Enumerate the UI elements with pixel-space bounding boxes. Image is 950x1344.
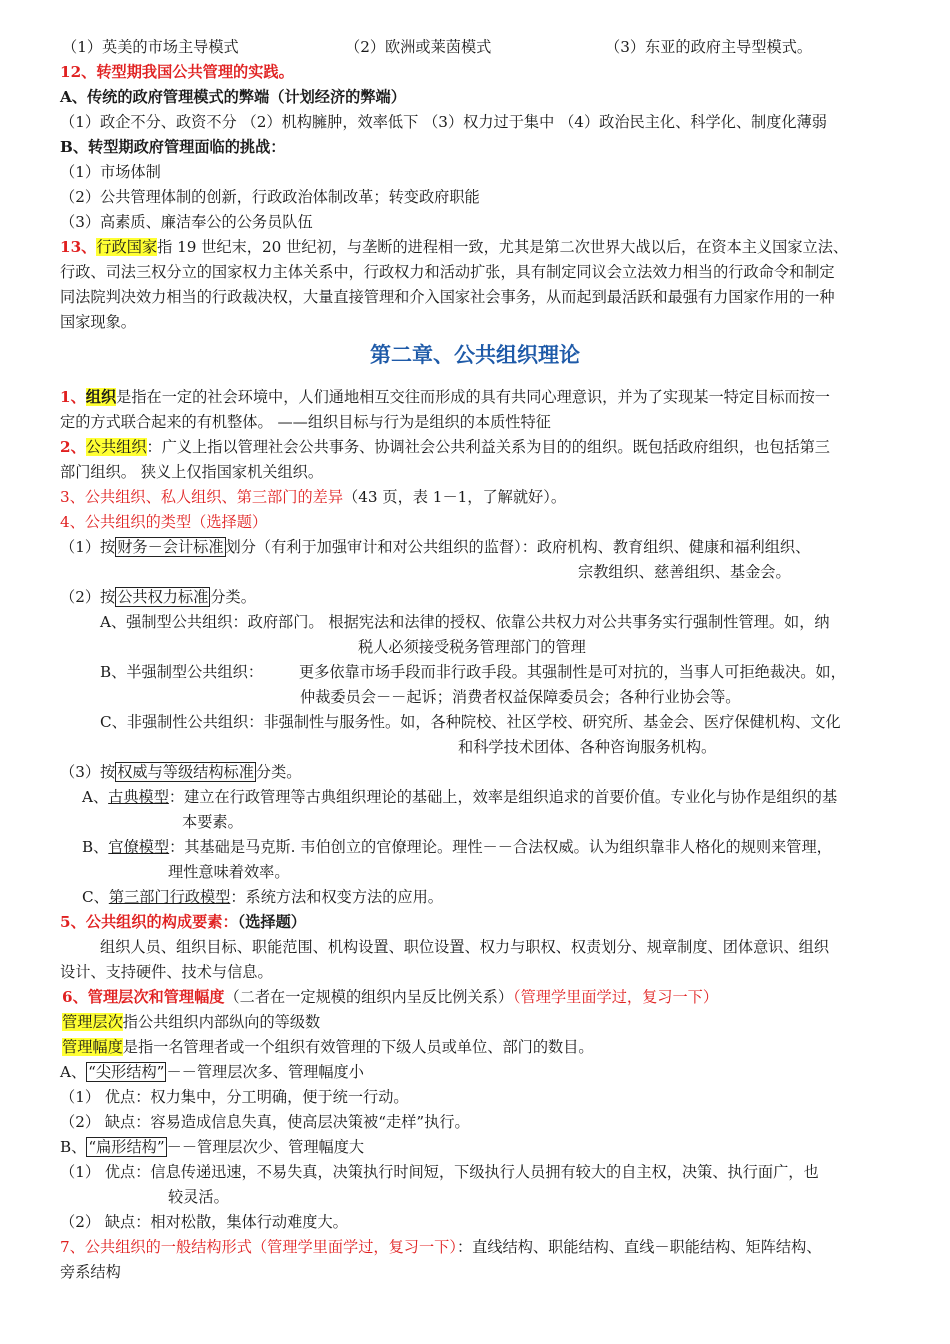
chapter-title: 第二章、公共组织理论 — [370, 343, 580, 367]
text-line: 组织人员、组织目标、职能范围、机构设置、职位设置、权力与职权、权责划分、规章制度、团体意识、组织 — [100, 938, 829, 956]
boxed-term: “扁形结构” — [88, 1138, 165, 1156]
text-run: B、半强制型公共组织： — [100, 663, 264, 681]
text-run: （管理学里面学过，复习一下） — [513, 988, 719, 1006]
text-run: B、 — [82, 838, 109, 856]
text-line: （2） 缺点：容易造成信息失真，使高层决策被“走样”执行。 — [60, 1113, 470, 1131]
item-number: 1、 — [60, 388, 86, 406]
text-run: （43 页，表 1－1，了解就好）。 — [343, 488, 567, 506]
section-heading: 7、公共组织的一般结构形式（管理学里面学过，复习一下） — [60, 1238, 457, 1256]
text-line: 本要素。 — [182, 813, 243, 831]
text-line: （2）欧洲或莱茵模式 — [345, 38, 492, 56]
text-run: －－管理层次多、管理幅度小 — [166, 1063, 364, 1081]
text-line: C、非强制性公共组织：非强制性与服务性。如，各种院校、社区学校、研究所、基金会、医疗保健机构、文化 — [100, 713, 841, 731]
paragraph-line — [100, 660, 846, 684]
text-line: 理性意味着效率。 — [168, 863, 290, 881]
text-line: 国家现象。 — [60, 313, 136, 331]
item-number: 13、 — [60, 238, 97, 256]
text-line: （3）高素质、廉洁奉公的公务员队伍 — [60, 213, 313, 231]
text-run: A、 — [82, 788, 109, 806]
subheading: A、传统的政府管理模式的弊端（计划经济的弊端） — [60, 88, 406, 106]
boxed-term: 财务－会计标准 — [117, 538, 224, 556]
text-line: （1）政企不分、政资不分 （2）机构臃肿，效率低下 （3）权力过于集中 （4）政治民主化、科学化、制度化薄弱 — [60, 113, 827, 131]
section-heading: 6、管理层次和管理幅度 — [62, 988, 225, 1006]
text-run: B、 — [60, 1138, 87, 1156]
text-line: 宗教组织、慈善组织、基金会。 — [578, 563, 791, 581]
paragraph-line — [60, 385, 830, 409]
text-line: 部门组织。 狭义上仅指国家机关组织。 — [60, 463, 324, 481]
text-line: （1） 优点：权力集中，分工明确，便于统一行动。 — [60, 1088, 409, 1106]
highlighted-term: 组织 — [85, 388, 117, 406]
text-line: 定的方式联合起来的有机整体。 ——组织目标与行为是组织的本质性特征 — [60, 413, 551, 431]
text-run: ：建立在行政管理等古典组织理论的基础上，效率是组织追求的首要价值。专业化与协作是组织的基 — [168, 788, 838, 806]
text-line: （2） 缺点：相对松散，集体行动难度大。 — [60, 1213, 348, 1231]
section-heading: 4、公共组织的类型（选择题） — [60, 513, 268, 531]
text-run: ：系统方法和权变方法的应用。 — [230, 888, 443, 906]
paragraph-line — [62, 1010, 320, 1034]
text-line: （1）英美的市场主导模式 — [62, 38, 239, 56]
paragraph-line — [60, 1235, 821, 1259]
text-line: 和科学技术团体、各种咨询服务机构。 — [458, 738, 717, 756]
paragraph-line — [82, 885, 443, 909]
boxed-term: “尖形结构” — [88, 1063, 165, 1081]
underlined-term: 古典模型 — [108, 788, 169, 806]
text-run: 更多依靠市场手段而非行政手段。其强制性是可对抗的，当事人可拒绝裁决。如， — [299, 663, 846, 681]
text-line: 旁系结构 — [60, 1263, 121, 1281]
paragraph-line — [60, 235, 848, 259]
text-run: 是指一名管理者或一个组织有效管理的下级人员或单位、部门的数目。 — [122, 1038, 594, 1056]
subheading: B、转型期政府管理面临的挑战： — [60, 138, 286, 156]
paragraph-line — [62, 985, 718, 1009]
text-line: （2）公共管理体制的创新，行政政治体制改革；转变政府职能 — [60, 188, 480, 206]
text-run: （二者在一定规模的组织内呈反比例关系） — [224, 988, 514, 1006]
paragraph-line — [82, 835, 832, 859]
text-line: 税人必须接受税务管理部门的管理 — [358, 638, 586, 656]
section-heading: 5、公共组织的构成要素： — [60, 913, 238, 931]
text-run: ：直线结构、职能结构、直线－职能结构、矩阵结构、 — [456, 1238, 822, 1256]
underlined-term: 第三部门行政模型 — [108, 888, 231, 906]
text-run: ：广义上指以管理社会公共事务、协调社会公共利益关系为目的的组织。既包括政府组织，也包括第三 — [146, 438, 830, 456]
paragraph-line — [60, 1060, 364, 1084]
text-line: 同法院判决效力相当的行政裁决权，大量直接管理和介入国家社会事务，从而起到最活跃和最强有力国家作用的一种 — [60, 288, 835, 306]
boxed-term: 权威与等级结构标准 — [117, 763, 254, 781]
highlighted-term: 管理幅度 — [62, 1038, 123, 1056]
underlined-term: 官僚模型 — [108, 838, 170, 856]
text-run: （1）按 — [60, 538, 116, 556]
text-run: ：其基础是马克斯. 韦伯创立的官僚理论。理性－－合法权威。认为组织靠非人格化的规则来管理， — [169, 838, 832, 856]
highlighted-term: 管理层次 — [62, 1013, 123, 1031]
paragraph-line — [60, 585, 256, 609]
text-run: 分类。 — [255, 763, 302, 781]
text-line: A、强制型公共组织：政府部门。 根据宪法和法律的授权、依靠公共权力对公共事务实行强制性管理。如，纳 — [100, 613, 830, 631]
text-run: 指 19 世纪末，20 世纪初，与垄断的进程相一致，尤其是第二次世界大战以后，在资本主义国家立法、 — [157, 238, 849, 256]
text-line: 仲裁委员会－－起诉；消费者权益保障委员会；各种行业协会等。 — [300, 688, 741, 706]
paragraph-line — [60, 760, 301, 784]
text-line: 行政、司法三权分立的国家权力主体关系中，行政权力和活动扩张，具有制定同议会立法效力相当的行政命令和制定 — [60, 263, 835, 281]
text-run: 分类。 — [210, 588, 256, 606]
text-run: 是指在一定的社会环境中，人们通地相互交往而形成的具有共同心理意识，并为了实现某一特定目标而按一 — [116, 388, 830, 406]
boxed-term: 公共权力标准 — [117, 588, 209, 606]
text-run: －－管理层次少、管理幅度大 — [166, 1138, 365, 1156]
text-run: C、 — [82, 888, 109, 906]
highlighted-term: 公共组织 — [85, 438, 147, 456]
text-run: 指公共组织内部纵向的等级数 — [122, 1013, 321, 1031]
text-run: （选择题） — [237, 913, 306, 931]
item-number: 2、 — [60, 438, 86, 456]
paragraph-line — [60, 535, 810, 559]
paragraph-line — [62, 1035, 594, 1059]
paragraph-line — [60, 910, 306, 934]
text-line: （3）东亚的政府主导型模式。 — [605, 38, 813, 56]
paragraph-line — [82, 785, 837, 809]
text-line: 设计、支持硬件、技术与信息。 — [60, 963, 273, 981]
text-line: （1） 优点：信息传递迅速，不易失真，决策执行时间短，下级执行人员拥有较大的自主权，决策、执行面广，也 — [60, 1163, 819, 1181]
text-line: 较灵活。 — [168, 1188, 229, 1206]
paragraph-line — [60, 1135, 364, 1159]
text-run: （2）按 — [60, 588, 116, 606]
text-line: （1）市场体制 — [60, 163, 161, 181]
paragraph-line — [60, 485, 566, 509]
text-run: A、 — [60, 1063, 87, 1081]
section-heading: 12、转型期我国公共管理的实践。 — [60, 63, 294, 81]
text-run: （3）按 — [60, 763, 116, 781]
highlighted-term: 行政国家 — [96, 238, 158, 256]
text-run: 划分（有利于加强审计和对公共组织的监督）：政府机构、教育组织、健康和福利组织、 — [225, 538, 811, 556]
paragraph-line — [60, 435, 830, 459]
section-heading: 3、公共组织、私人组织、第三部门的差异 — [60, 488, 344, 506]
